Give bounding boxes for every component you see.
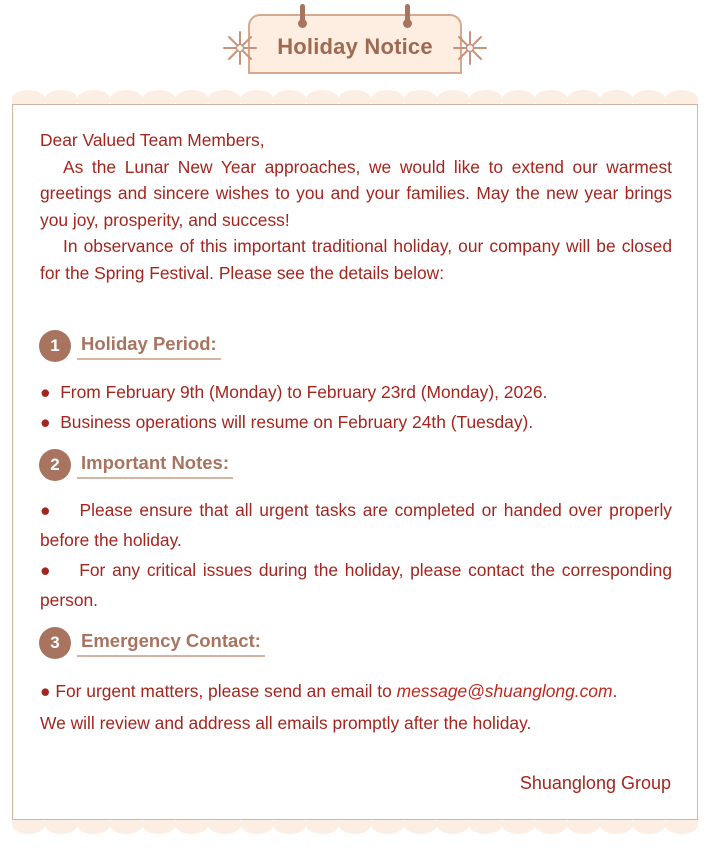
section-number-badge: 3: [39, 627, 71, 659]
scallop-shape: [469, 818, 503, 834]
scallop-shape: [44, 818, 78, 834]
scallop-shape: [110, 818, 144, 834]
section-title: Important Notes:: [77, 451, 233, 479]
scallop-shape: [665, 818, 698, 834]
section-title: Emergency Contact:: [77, 629, 265, 657]
letter-body: [40, 127, 672, 286]
signature: Shuanglong Group: [519, 773, 671, 793]
scallop-shape: [77, 818, 111, 834]
pin-icon: [300, 4, 305, 24]
scallop-shape: [338, 818, 372, 834]
title-tag: [248, 14, 462, 74]
section-number-badge: 1: [39, 330, 71, 362]
notice-header: [0, 0, 712, 82]
page-title: Holiday Notice: [277, 34, 433, 59]
scallop-shape: [371, 818, 405, 834]
sparkle-icon: [448, 28, 492, 68]
scallop-shape: [142, 818, 176, 834]
contact-email-link[interactable]: message@shuanglong.com: [396, 681, 613, 701]
scallop-shape: [534, 818, 568, 834]
scallop-shape: [306, 818, 340, 834]
scallop-shape: [240, 818, 274, 834]
important-notes-list: [40, 495, 672, 615]
scallop-shape: [600, 818, 634, 834]
list-item: ● From February 9th (Monday) to February 23rd (Monday), 2026.: [40, 382, 548, 402]
section-number-badge: 2: [39, 449, 71, 481]
bullet-icon: ●: [40, 382, 51, 402]
emergency-contact-block: [40, 675, 672, 739]
scallop-shape: [175, 818, 209, 834]
list-item: ● Business operations will resume on February 24th (Tuesday).: [40, 412, 534, 432]
scallop-shape: [632, 818, 666, 834]
scallop-shape: [436, 818, 470, 834]
scalloped-border-bottom: [12, 818, 698, 838]
sparkle-icon: [218, 28, 262, 68]
follow-up-text: We will review and address all emails promptly after the holiday.: [40, 713, 532, 733]
list-item: ● For any critical issues during the holiday, please contact the corresponding person.: [40, 560, 672, 610]
greeting: Dear Valued Team Members,: [40, 130, 265, 150]
bullet-icon: ●: [40, 412, 51, 432]
list-item: ● Please ensure that all urgent tasks are completed or handed over properly before the holiday.: [40, 500, 673, 550]
scalloped-border-top: [12, 86, 698, 106]
closure-paragraph: In observance of this important traditional holiday, our company will be closed for the Spring Festival. Please see the details below:: [40, 236, 672, 283]
scallop-shape: [502, 818, 536, 834]
holiday-period-list: [40, 377, 672, 437]
list-item: ● For urgent matters, please send an email to message@shuanglong.com.: [40, 681, 618, 701]
notice-card: [12, 104, 698, 820]
bullet-icon: ●: [40, 681, 51, 701]
bullet-icon: ●: [40, 560, 53, 580]
scallop-shape: [208, 818, 242, 834]
bullet-icon: ●: [40, 500, 53, 520]
section-title: Holiday Period:: [77, 332, 221, 360]
scallop-shape: [404, 818, 438, 834]
scallop-shape: [273, 818, 307, 834]
scallop-shape: [567, 818, 601, 834]
scallop-shape: [12, 818, 45, 834]
intro-paragraph: As the Lunar New Year approaches, we would like to extend our warmest greetings and sincere wishes to you and your families. May the new year brings you joy, prosperity, and success!: [40, 156, 672, 230]
pin-icon: [405, 4, 410, 24]
